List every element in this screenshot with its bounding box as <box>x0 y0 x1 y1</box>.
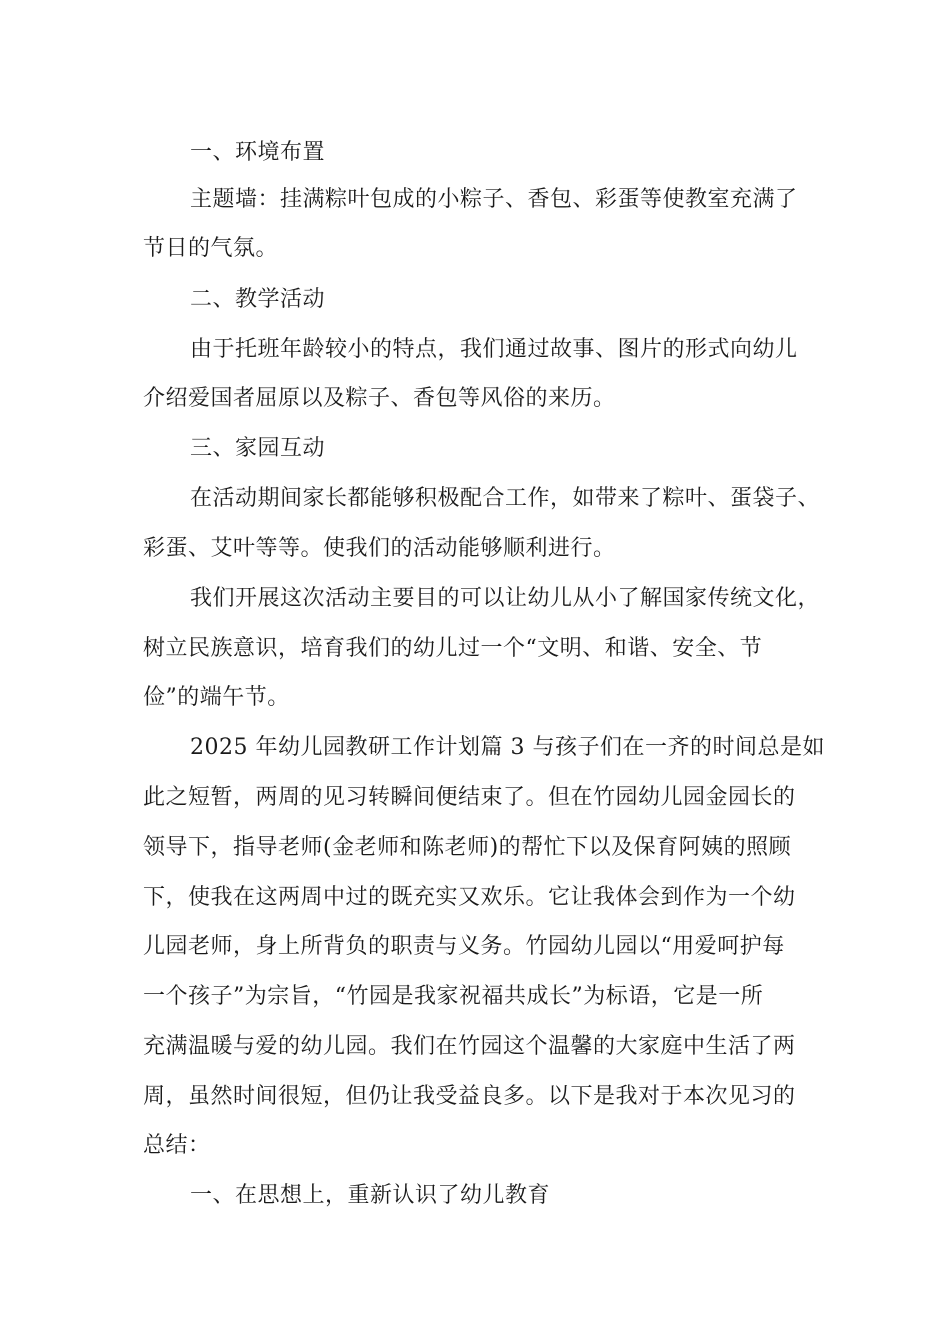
paragraph-line: 2025 年幼儿园教研工作计划篇 3 与孩子们在一齐的时间总是如 <box>190 735 825 760</box>
paragraph-line: 彩蛋、艾叶等等。使我们的活动能够顺利进行。 <box>143 536 616 561</box>
section-heading-environment: 一、环境布置 <box>190 140 326 165</box>
paragraph-line: 一个孩子”为宗旨，“竹园是我家祝福共成长”为标语，它是一所 <box>143 984 764 1009</box>
paragraph-line: 周，虽然时间很短，但仍让我受益良多。以下是我对于本次见习的 <box>143 1084 796 1109</box>
section-heading-teaching: 二、教学活动 <box>190 287 326 312</box>
paragraph-line: 节日的气氛。 <box>143 236 279 261</box>
paragraph-line: 俭”的端午节。 <box>143 685 290 710</box>
paragraph-line: 树立民族意识，培育我们的幼儿过一个“文明、和谐、安全、节 <box>143 636 763 661</box>
paragraph-line: 在活动期间家长都能够积极配合工作，如带来了粽叶、蛋袋子、 <box>190 486 821 511</box>
paragraph-line: 总结： <box>143 1133 211 1158</box>
paragraph-line: 此之短暂，两周的见习转瞬间便结束了。但在竹园幼儿园金园长的 <box>143 785 796 810</box>
paragraph-line: 儿园老师，身上所背负的职责与义务。竹园幼儿园以“用爱呵护每 <box>143 934 785 959</box>
paragraph-line: 充满温暖与爱的幼儿园。我们在竹园这个温馨的大家庭中生活了两 <box>143 1034 796 1059</box>
paragraph-line: 领导下，指导老师(金老师和陈老师)的帮忙下以及保育阿姨的照顾 <box>143 835 792 860</box>
paragraph-line: 我们开展这次活动主要目的可以让幼儿从小了解国家传统文化， <box>190 586 821 611</box>
paragraph-line: 由于托班年龄较小的特点，我们通过故事、图片的形式向幼儿 <box>190 337 798 362</box>
paragraph-line: 下，使我在这两周中过的既充实又欢乐。它让我体会到作为一个幼 <box>143 885 796 910</box>
paragraph-line: 介绍爱国者屈原以及粽子、香包等风俗的来历。 <box>143 386 616 411</box>
section-heading-home-school: 三、家园互动 <box>190 436 326 461</box>
section-heading-thoughts: 一、在思想上，重新认识了幼儿教育 <box>190 1183 551 1208</box>
paragraph-line: 主题墙：挂满粽叶包成的小粽子、香包、彩蛋等使教室充满了 <box>190 187 798 212</box>
